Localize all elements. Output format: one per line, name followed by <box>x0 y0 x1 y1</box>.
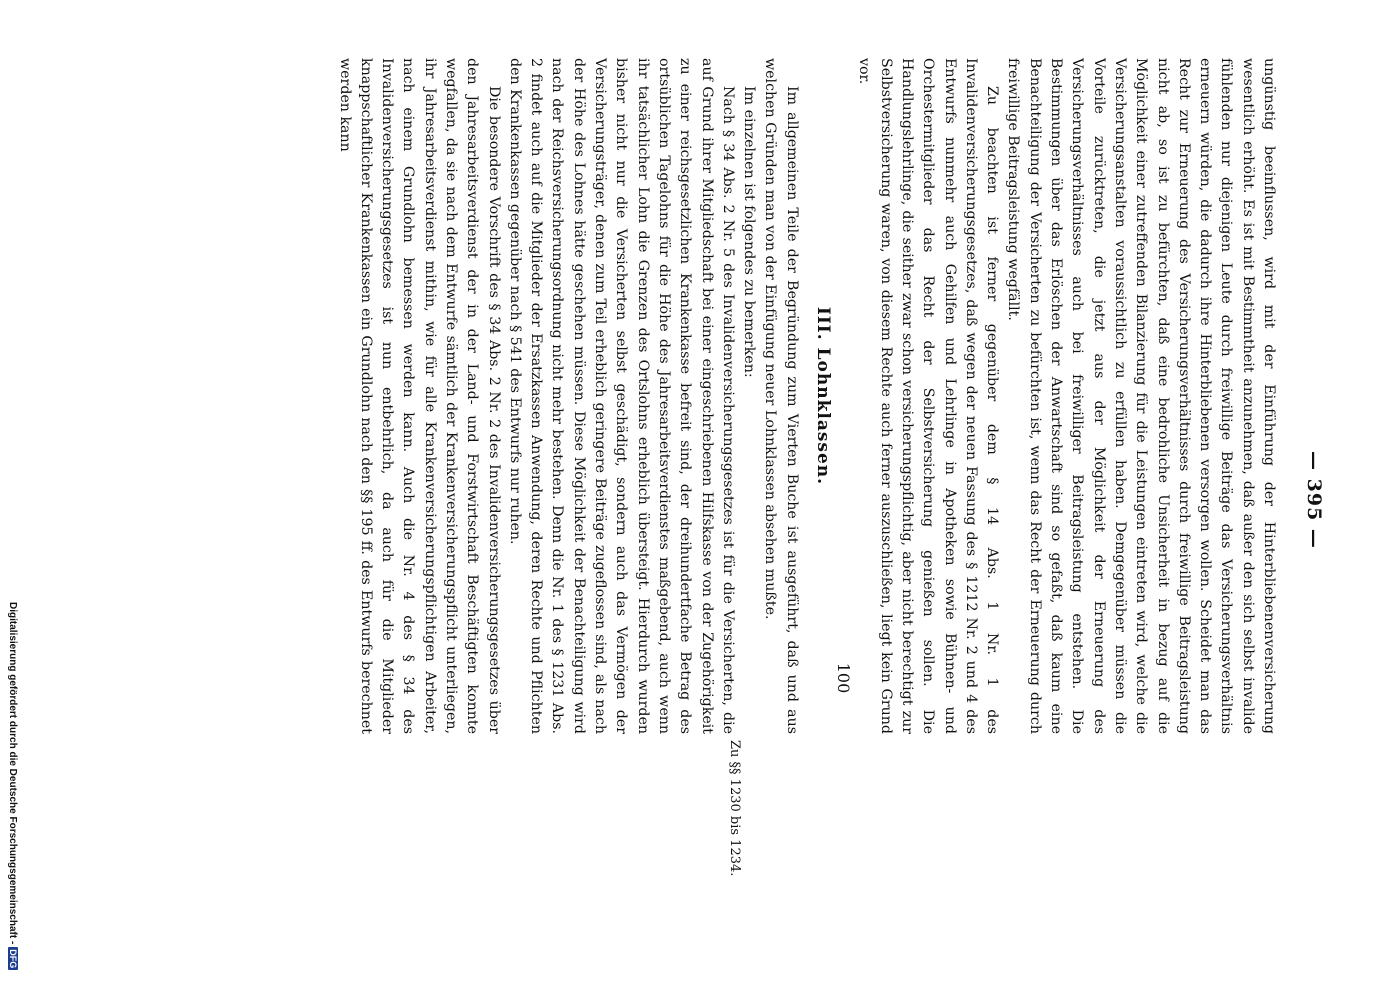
digitization-credit <box>4 602 20 992</box>
page-body <box>333 58 1279 734</box>
paragraph: Nach § 34 Abs. 2 Nr. 5 des Invalidenversicherungsgesetzes ist für die Versicherten, die auf Grund ihrer Mitgliedschaft bei einer eingeschriebenen Hilfskasse von der Zugehörigkeit zu einer reichsgesetzlichen Krankenkasse befreit sind, der dreihundertfache Betrag des ortsüblichen Tagelohns für die Höhe des Jahresarbeitsverdienstes maßgebend, auch wenn ihr tatsächlicher Lohn die Grenzen des Ortslohns erheblich übersteigt. Hierdurch wurden bisher nicht nur die Versicherten selbst geschädigt, sondern auch das Vermögen der Versicherungsträger, denen zum Teil erheblich geringere Beiträge zugeflossen sind, als nach der Höhe des Lohnes hätte geschehen müssen. Diese Möglichkeit der Benachteiligung wird nach der Reichsversicherungsordnung nicht mehr bestehen. Denn die Nr. 1 des § 1231 Abs. 2 findet auch auf die Mitglieder der Ersatzkassen Anwendung, deren Rechte und Pflichten den Krankenkassen gegenüber nach § 541 des Entwurfs nur ruhen. <box>506 58 736 734</box>
margin-note: Zu §§ 1230 bis 1234. <box>727 740 742 877</box>
paragraph: Die besondere Vorschrift des § 34 Abs. 2 Nr. 2 des Invalidenversicherungsgesetzes über den Jahresarbeitsverdienst der in der Land- und Forstwirtschaft Beschäftigten konnte wegfallen, da sie nach dem Entwurfe sämtlich der Krankenversicherungspflicht unterliegen, ihr Jahresarbeitsverdienst mithin, wie für alle Krankenversicherungspflichtigen Arbeiter, nach einem Grundlohn bemessen werden kann. Auch die Nr. 4 des § 34 des Invalidenversicherungsgesetzes ist nun entbehrlich, da auch für die Mitglieder knappschaftlicher Krankenkassen ein Grundlohn nach den §§ 195 ff. des Entwurfs berechnet werden kann <box>336 58 502 734</box>
footer-number: 100 <box>834 662 853 694</box>
paragraph: Im einzelnen ist folgendes zu bemerken: <box>741 86 758 378</box>
paragraph: Im allgemeinen Teile der Begründung zum Vierten Buche ist ausgeführt, daß und aus welchen Gründen man von der Einfügung neuer Lohnklassen absehen mußte. <box>762 58 800 734</box>
paragraph: Zu beachten ist ferner gegenüber dem § 14 Abs. 1 Nr. 1 des Invalidenversicherungsgesetzes, daß wegen der neuen Fassung des § 1212 Nr. 2 und 4 des Entwurfs nunmehr auch Gehilfen und Lehrlinge in Apotheken sowie Bühnen- und Orchestermitglieder das Recht der Selbstversicherung genießen sollen. Die Handlungslehrlinge, die seither zwar schon versicherungspflichtig, aber nicht berechtigt zur Selbstversicherung waren, von diesem Rechte auch ferner auszuschließen, liegt kein Grund vor. <box>856 58 1001 734</box>
page-number: — 395 — <box>1303 451 1325 549</box>
dfg-logo: DFG <box>8 949 18 969</box>
section-title: III. Lohnklassen. <box>813 306 834 486</box>
paragraph: ungünstig beeinflussen, wird mit der Einführung der Hinterbliebenenversicherung wesentlich erhöht. Es ist mit Bestimmtheit anzunehmen, daß außer den sich selbst invalide fühlenden nur diejenigen Leute durch freiwillige Beiträge das Versicherungsverhältnis erneuern würden, die dadurch ihre Hinterbliebenen versorgen wollen. Scheidet man das Recht zur Erneuerung des Versicherungsverhältnisses durch freiwillige Beitragsleistung nicht ab, so ist zu befürchten, daß eine bedrohliche Unsicherheit in bezug auf die Möglichkeit einer zutreffenden Bilanzierung für die Leistungen eintreten wird, welche die Versicherungsanstalten voraussichtlich zu erfüllen haben. Demgegenüber müssen die Vorteile zurücktreten, die jetzt aus der Möglichkeit der Erneuerung des Versicherungsverhältnisses auch bei freiwilliger Beitragsleistung entstehen. Die Bestimmungen über das Erlöschen der Anwartschaft sind so gefaßt, daß kaum eine Benachteiligung der Versicherten zu befürchten ist, wenn das Recht der Erneuerung durch freiwillige Beitragsleistung wegfällt. <box>1005 58 1277 734</box>
credit-text: Digitalisierung gefördert durch die Deutsche Forschungsgemeinschaft - <box>7 602 18 945</box>
